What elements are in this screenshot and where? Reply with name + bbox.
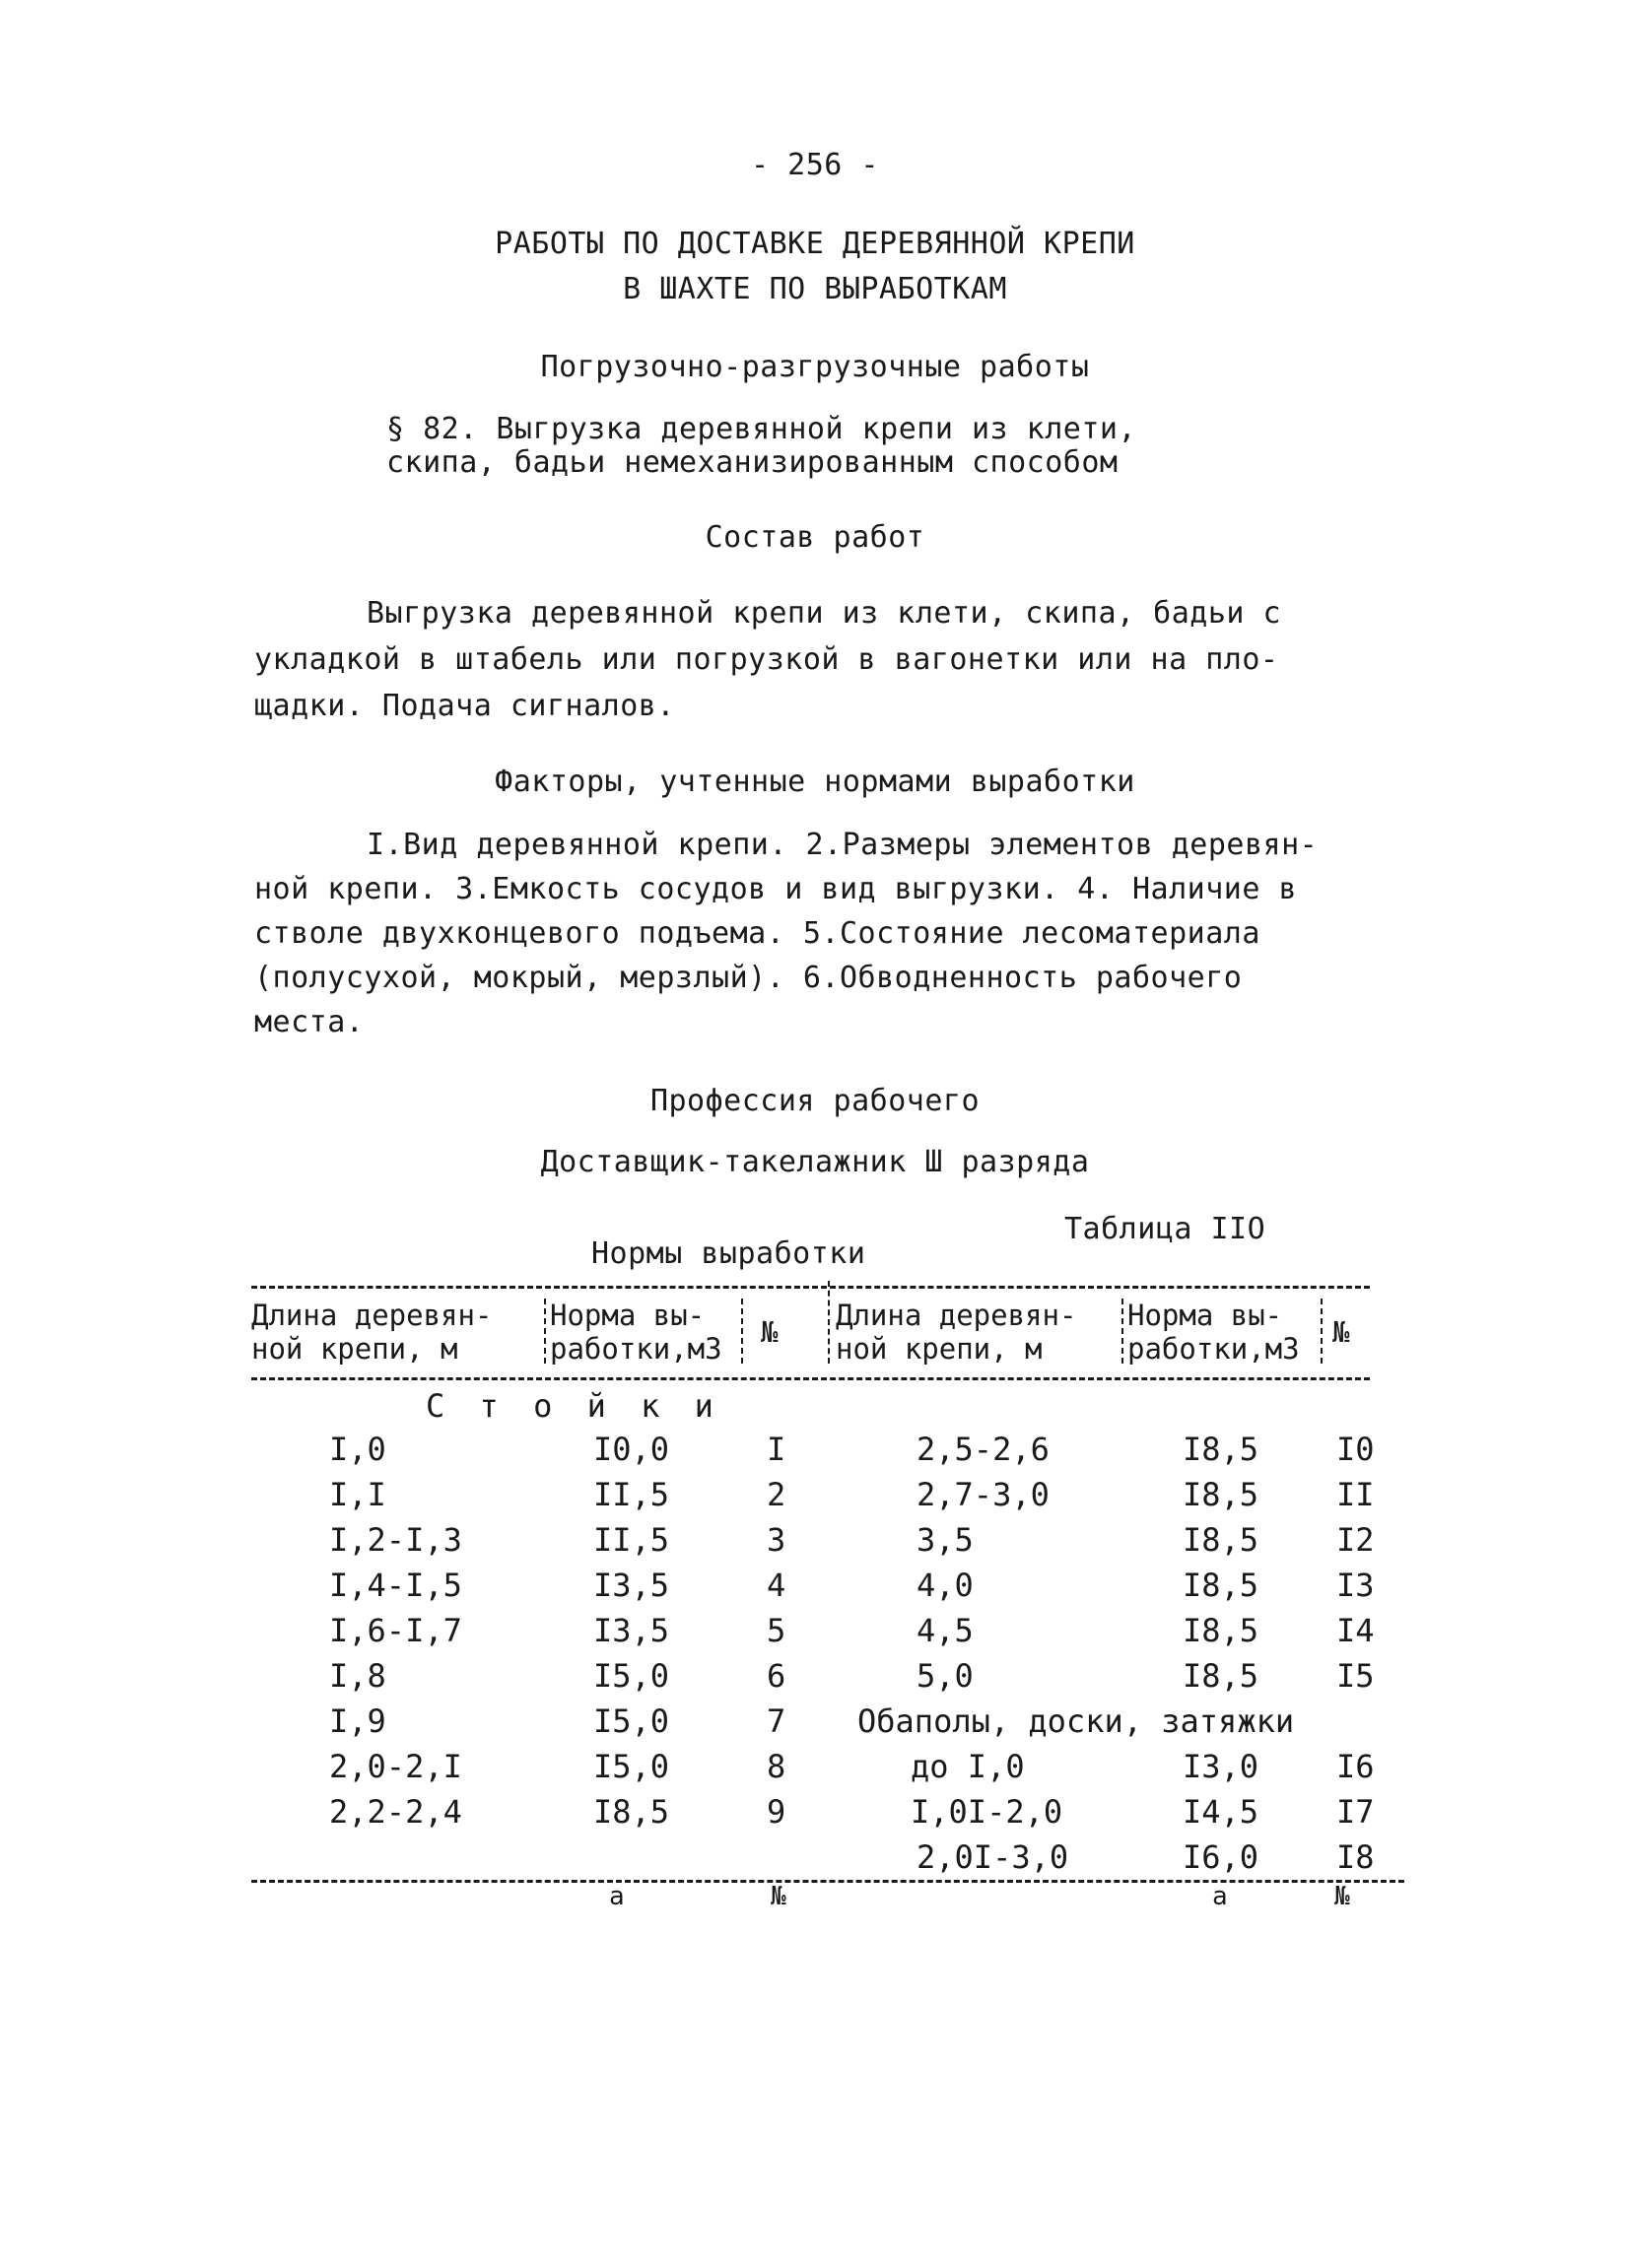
right-norm: I8,5	[1183, 1521, 1259, 1559]
right-group-label: Обаполы, доски, затяжки	[857, 1702, 1295, 1740]
composition-heading: Состав работ	[705, 520, 925, 555]
col-divider	[741, 1299, 743, 1364]
left-norm: I8,5	[593, 1793, 670, 1831]
col-divider	[828, 1281, 830, 1364]
left-norm: I0,0	[593, 1431, 670, 1468]
table-top-rule	[251, 1286, 1370, 1289]
left-num: 6	[767, 1657, 786, 1695]
right-length: 2,7-3,0	[917, 1476, 1050, 1513]
header-length-l2: ной крепи, м	[251, 1332, 458, 1366]
right-length: 3,5	[917, 1521, 974, 1559]
left-num: 9	[767, 1793, 786, 1831]
footer-col-a: а	[609, 1882, 625, 1911]
left-num: I	[767, 1431, 786, 1468]
title-line-1: РАБОТЫ ПО ДОСТАВКЕ ДЕРЕВЯННОЙ КРЕПИ	[495, 227, 1135, 261]
left-num: 4	[767, 1567, 786, 1604]
header-length-r-l1: Длина деревян-	[836, 1299, 1077, 1332]
left-length: I,8	[329, 1657, 386, 1695]
left-norm: I5,0	[593, 1702, 670, 1740]
composition-line: Выгрузка деревянной крепи из клети, скипа, бадьи с	[367, 596, 1282, 631]
page-number: - 256 -	[751, 148, 879, 182]
header-norm-l1: Норма вы-	[550, 1299, 706, 1332]
table-label: Таблица IIO	[1064, 1212, 1266, 1246]
right-num: I4	[1336, 1612, 1375, 1649]
right-length: 5,0	[917, 1657, 974, 1695]
factors-line: места.	[254, 1005, 365, 1039]
right-num: I5	[1336, 1657, 1375, 1695]
left-norm: I5,0	[593, 1748, 670, 1785]
right-length: 2,0I-3,0	[917, 1838, 1069, 1876]
header-num-r: №	[1332, 1315, 1350, 1349]
subtitle: Погрузочно-разгрузочные работы	[540, 350, 1090, 384]
section-line-1: § 82. Выгрузка деревянной крепи из клети,	[386, 412, 1137, 446]
footer-col-num-right: №	[1334, 1882, 1350, 1911]
col-divider	[1321, 1299, 1323, 1364]
profession: Доставщик-такелажник Ш разряда	[540, 1145, 1090, 1179]
right-num: I3	[1336, 1567, 1375, 1604]
left-length: I,0	[329, 1431, 386, 1468]
right-norm: I8,5	[1183, 1431, 1259, 1468]
right-num: I2	[1336, 1521, 1375, 1559]
right-norm: I4,5	[1183, 1793, 1259, 1831]
left-length: I,6-I,7	[329, 1612, 462, 1649]
right-norm: I8,5	[1183, 1567, 1259, 1604]
composition-line: щадки. Подача сигналов.	[254, 689, 675, 723]
left-length: I,I	[329, 1476, 386, 1513]
right-norm: I8,5	[1183, 1612, 1259, 1649]
right-num: I0	[1336, 1431, 1375, 1468]
right-norm: I6,0	[1183, 1838, 1259, 1876]
factors-line: I.Вид деревянной крепи. 2.Размеры элементов деревян-	[367, 828, 1319, 862]
group-label: С т о й к и	[426, 1387, 721, 1425]
left-norm: II,5	[593, 1521, 670, 1559]
header-bottom-rule	[251, 1377, 1370, 1380]
left-length: I,4-I,5	[329, 1567, 462, 1604]
header-norm-l2: работки,м3	[550, 1332, 722, 1366]
col-divider	[544, 1299, 546, 1364]
left-length: 2,2-2,4	[329, 1793, 462, 1831]
factors-line: стволе двухконцевого подъема. 5.Состояние лесоматериала	[254, 916, 1260, 951]
right-length: 4,5	[917, 1612, 974, 1649]
header-num: №	[761, 1315, 779, 1349]
right-norm: I8,5	[1183, 1476, 1259, 1513]
header-norm-r-l1: Норма вы-	[1127, 1299, 1283, 1332]
right-num: II	[1336, 1476, 1375, 1513]
factors-heading: Факторы, учтенные нормами выработки	[495, 765, 1135, 799]
right-num: I7	[1336, 1793, 1375, 1831]
left-num: 2	[767, 1476, 786, 1513]
footer-col-num: №	[771, 1882, 786, 1911]
left-num: 3	[767, 1521, 786, 1559]
table-title: Нормы выработки	[591, 1236, 866, 1271]
left-length: 2,0-2,I	[329, 1748, 462, 1785]
right-norm: I8,5	[1183, 1657, 1259, 1695]
right-num: I8	[1336, 1838, 1375, 1876]
header-norm-r-l2: работки,м3	[1127, 1332, 1300, 1366]
table-bottom-rule	[251, 1880, 1404, 1883]
right-length: 4,0	[917, 1567, 974, 1604]
left-norm: I5,0	[593, 1657, 670, 1695]
footer-col-a-right: а	[1212, 1882, 1228, 1911]
factors-line: (полусухой, мокрый, мерзлый). 6.Обводненность рабочего	[254, 961, 1243, 995]
right-num: I6	[1336, 1748, 1375, 1785]
left-num: 7	[767, 1702, 786, 1740]
left-norm: II,5	[593, 1476, 670, 1513]
header-length-r-l2: ной крепи, м	[836, 1332, 1043, 1366]
left-num: 8	[767, 1748, 786, 1785]
right-length: 2,5-2,6	[917, 1431, 1050, 1468]
col-divider	[1121, 1299, 1123, 1364]
right-length: I,0I-2,0	[911, 1793, 1063, 1831]
left-norm: I3,5	[593, 1567, 670, 1604]
title-line-2: В ШАХТЕ ПО ВЫРАБОТКАМ	[623, 272, 1007, 306]
composition-line: укладкой в штабель или погрузкой в вагонетки или на пло-	[254, 642, 1279, 677]
left-length: I,2-I,3	[329, 1521, 462, 1559]
right-norm: I3,0	[1183, 1748, 1259, 1785]
factors-line: ной крепи. 3.Емкость сосудов и вид выгрузки. 4. Наличие в	[254, 872, 1298, 906]
section-line-2: скипа, бадьи немеханизированным способом	[386, 445, 1119, 480]
right-length: до I,0	[911, 1748, 1025, 1785]
left-norm: I3,5	[593, 1612, 670, 1649]
left-length: I,9	[329, 1702, 386, 1740]
header-length-l1: Длина деревян-	[251, 1299, 493, 1332]
left-num: 5	[767, 1612, 786, 1649]
profession-heading: Профессия рабочего	[649, 1084, 981, 1118]
